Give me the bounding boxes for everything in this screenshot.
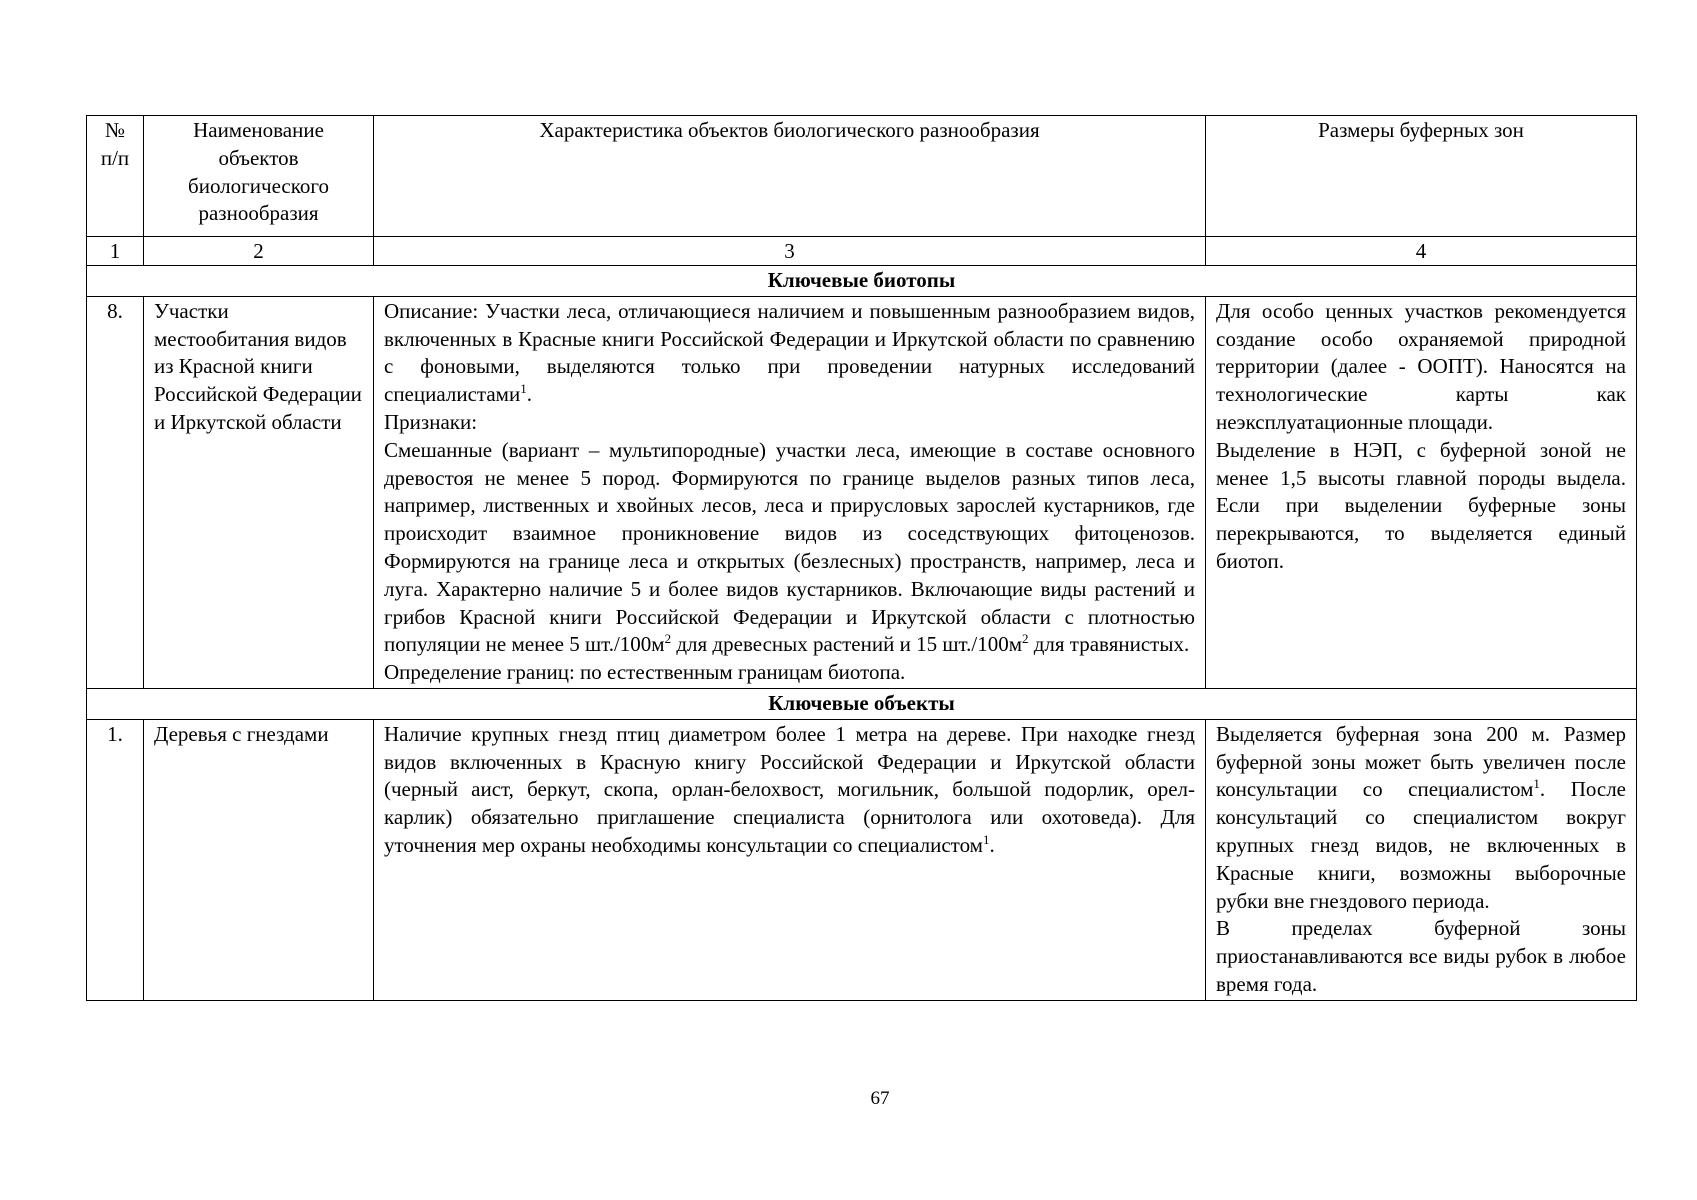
biodiversity-table — [86, 115, 1637, 1001]
buffer-paragraph: Выделяется буферная зона 200 м. Размер буферной зоны может быть увеличен после консультации со специалистом$^1$. После консультаций со специалистом вокруг крупных гнезд видов, не включенных в Красные книги, возможны выборочные рубки вне гнездового периода. — [1216, 721, 1627, 913]
header-buffer-zones: Размеры буферных зон — [1206, 116, 1637, 237]
table-header-row — [87, 116, 1637, 237]
object-name: Деревья с гнездами — [144, 719, 374, 1000]
table-row — [87, 296, 1637, 688]
page-number: 67 — [870, 1088, 890, 1109]
section-title: Ключевые биотопы — [87, 266, 1637, 297]
superscript: 2 — [664, 631, 672, 647]
row-number: 8. — [87, 296, 144, 688]
column-number: 3 — [374, 237, 1206, 266]
header-characteristics: Характеристика объектов биологического разнообразия — [374, 116, 1206, 237]
object-name: Участки местообитания видов из Красной книги Российской Федерации и Иркутской области — [144, 296, 374, 688]
signs-paragraph: Смешанные (вариант – мультипородные) участки леса, имеющие в составе основного древостоя не менее 5 пород. Формируются по границе выделов разных типов леса, например, лиственных и хвойных лесов, леса и прирусловых зарослей кустарников, где происходит взаимное проникновение видов из соседствующих фитоценозов. Формируются на границе леса и открытых (безлесных) пространств, например, леса и луга. Характерно наличие 5 и более видов кустарников. Включающие виды растений и грибов Красной книги Российской Федерации и Иркутской области с плотностью популяции не менее 5 $шт./100м^2$ для древесных растений и 15 $шт./100м^2$ для травянистых. — [384, 437, 1195, 657]
description-paragraph: Наличие крупных гнезд птиц диаметром более 1 метра на дереве. При находке гнезд видов включенных в Красную книгу Российской Федерации и Иркутской области (черный аист, беркут, скопа, орлан-белохвост, могильник, большой подорлик, орел-карлик) обязательно приглашение специалиста (орнитолога или охотоведа). Для уточнения мер охраны необходимы консультации со специалистом$^1$. — [384, 721, 1195, 857]
header-name: Наименование объектов биологического разнообразия — [144, 116, 374, 237]
table-row — [87, 719, 1637, 1000]
footnote-ref: 1 — [1533, 776, 1540, 792]
description-paragraph: Описание: Участки леса, отличающиеся наличием и повышенным разнообразием видов, включенных в Красные книги Российской Федерации и Иркутской области по сравнению с фоновыми, выделяются только при проведении натурных исследований специалистами$^1$. — [384, 298, 1195, 407]
section-title: Ключевые объекты — [87, 688, 1637, 719]
object-characteristics — [374, 296, 1206, 688]
buffer-paragraph: Выделение в НЭП, с буферной зоной не менее 1,5 высоты главной породы выдела. Если при выделении буферные зоны перекрываются, то выделяется единый биотоп. — [1216, 437, 1626, 573]
buffer-zone-text — [1206, 296, 1637, 688]
section-row-key-biotopes — [87, 266, 1637, 297]
signs-label: Признаки: — [384, 409, 478, 434]
column-number: 2 — [144, 237, 374, 266]
row-number: 1. — [87, 719, 144, 1000]
column-number: 1 — [87, 237, 144, 266]
buffer-paragraph: Для особо ценных участков рекомендуется создание особо охраняемой природной территории (далее - ООПТ). Наносятся на технологические карты как неэксплуатационные площади. — [1216, 298, 1626, 434]
column-number: 4 — [1206, 237, 1637, 266]
buffer-paragraph: В пределах буферной зоны приостанавливаются все виды рубок в любое время года. — [1216, 916, 1626, 996]
object-characteristics — [374, 719, 1206, 1000]
footnote-ref: 1 — [520, 381, 527, 397]
superscript: 2 — [1021, 631, 1029, 647]
boundaries-paragraph: Определение границ: по естественным границам биотопа. — [384, 660, 906, 685]
header-number: № п/п — [87, 116, 144, 237]
column-numbers-row — [87, 237, 1637, 266]
buffer-zone-text — [1206, 719, 1637, 1000]
footnote-ref: 1 — [982, 831, 990, 847]
section-row-key-objects — [87, 688, 1637, 719]
